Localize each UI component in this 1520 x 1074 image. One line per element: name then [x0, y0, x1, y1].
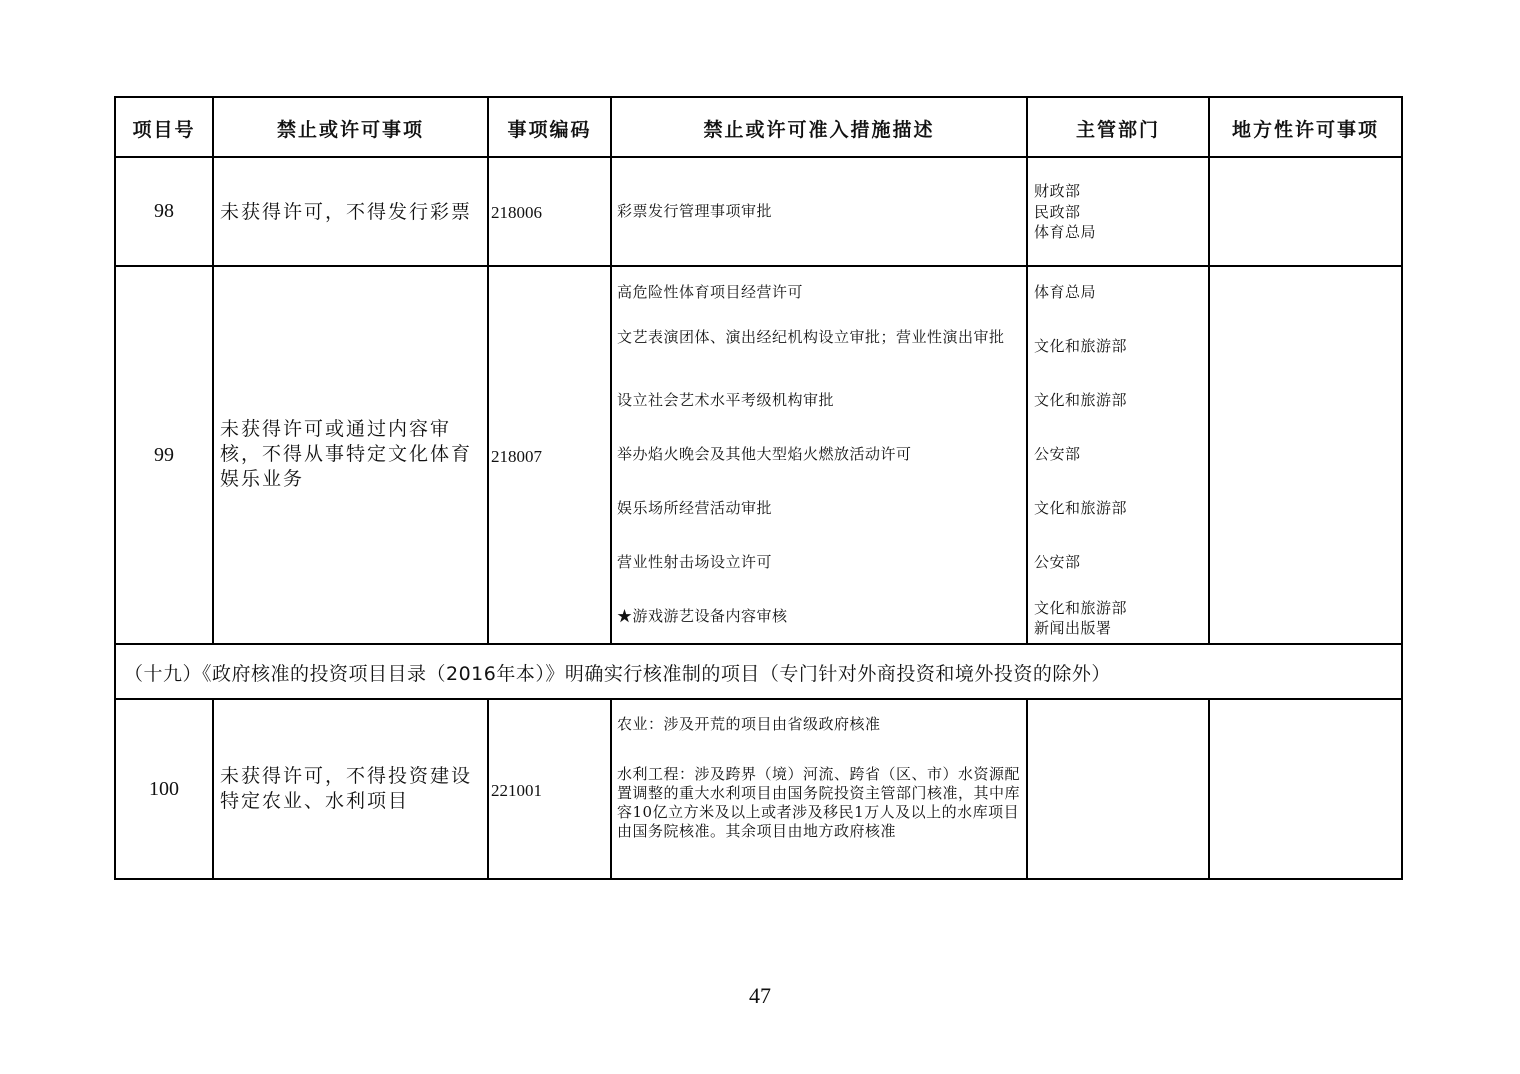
header-code: 事项编码 [507, 119, 592, 141]
row-99-measure-dept: 文化和旅游部 新闻出版署 [1034, 599, 1128, 637]
row-99-no: 99 [154, 444, 174, 466]
row-100-measure-desc: 水利工程：涉及跨界（境）河流、跨省（区、市）水资源配置调整的重大水利项目由国务院投资主管部门核准，其中库容10亿立方米及以上或者涉及移民1万人及以上的水库项目由国务院核准。其余项目由地方政府核准 [617, 765, 1021, 840]
row-100-no: 100 [149, 778, 179, 800]
section-title: （十九）《政府核准的投资项目目录（2016年本）》明确实行核准制的项目（专门针对外商投资和境外投资的除外） [124, 663, 1111, 685]
row-99-measure-dept: 文化和旅游部 [1034, 337, 1128, 355]
header-description: 禁止或许可准入措施描述 [703, 119, 935, 141]
row-99-measure-desc: ★游戏游艺设备内容审核 [617, 607, 788, 625]
row-99-measure-desc: 营业性射击场设立许可 [617, 553, 773, 571]
row-100-measure-desc: 农业：涉及开荒的项目由省级政府核准 [617, 715, 881, 733]
row-99-measure-desc: 文艺表演团体、演出经纪机构设立审批；营业性演出审批 [617, 328, 1005, 346]
row-98-code: 218006 [491, 203, 542, 222]
row-99-item: 未获得许可或通过内容审核，不得从事特定文化体育娱乐业务 [220, 418, 473, 490]
row-99-measure-desc: 设立社会艺术水平考级机构审批 [617, 391, 835, 409]
row-99-measure-desc: 举办焰火晚会及其他大型焰火燃放活动许可 [617, 445, 912, 463]
row-99-measure-desc: 高危险性体育项目经营许可 [617, 283, 804, 301]
row-99-measure-dept: 公安部 [1034, 445, 1081, 463]
page-number: 47 [749, 983, 771, 1008]
row-100-code: 221001 [491, 781, 542, 800]
row-99-measure-desc: 娱乐场所经营活动审批 [617, 499, 773, 517]
row-100-item: 未获得许可，不得投资建设特定农业、水利项目 [220, 765, 473, 812]
row-99-measure-dept: 文化和旅游部 [1034, 391, 1128, 409]
row-99-measure-dept: 文化和旅游部 [1034, 499, 1128, 517]
row-99-code: 218007 [491, 447, 542, 466]
row-98-measure-desc: 彩票发行管理事项审批 [617, 202, 773, 220]
row-98-item: 未获得许可，不得发行彩票 [220, 201, 473, 223]
header-item: 禁止或许可事项 [276, 119, 424, 141]
header-local-permit: 地方性许可事项 [1231, 119, 1379, 141]
row-99-measure-dept: 体育总局 [1034, 283, 1097, 301]
row-99-measure-dept: 公安部 [1034, 553, 1081, 571]
row-98-no: 98 [154, 200, 174, 222]
header-department: 主管部门 [1075, 119, 1160, 141]
header-project-no: 项目号 [132, 119, 196, 141]
row-98-measure-dept: 财政部 民政部 体育总局 [1034, 182, 1097, 241]
